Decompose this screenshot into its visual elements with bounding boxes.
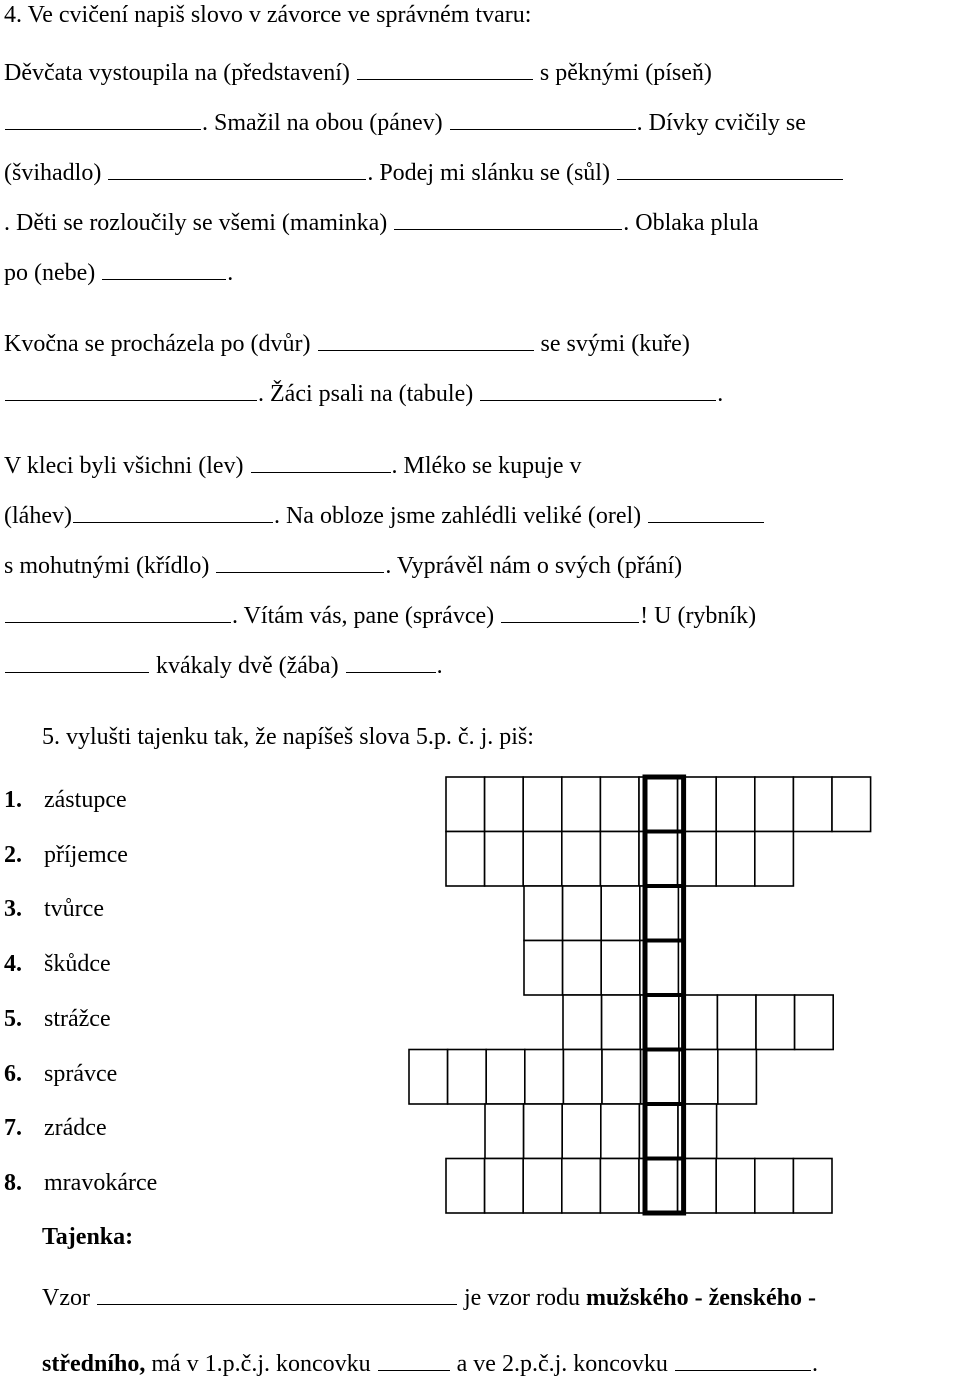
text-fragment: .	[811, 1351, 818, 1377]
text-fragment: . Na obloze jsme zahlédli veliké (orel)	[273, 503, 648, 529]
clue-number: 2.	[4, 841, 22, 868]
crossword-cell[interactable]	[716, 777, 755, 832]
sentence-line-5	[4, 257, 233, 287]
crossword-cell[interactable]	[755, 777, 794, 832]
text-fragment: po (nebe)	[4, 260, 102, 286]
crossword-cell[interactable]	[562, 832, 601, 887]
clue-item	[4, 1059, 117, 1089]
text-fragment: . Žáci psali na (tabule)	[258, 381, 480, 407]
text-fragment: . Podej mi slánku se (sůl)	[367, 160, 616, 186]
text-fragment: . Vítám vás, pane (správce)	[232, 603, 501, 629]
clue-item	[4, 840, 128, 870]
crossword-cell[interactable]	[523, 832, 562, 887]
clue-number: 4.	[4, 951, 22, 978]
crossword-cell[interactable]	[523, 777, 562, 832]
clue-word: mravokárce	[44, 1169, 158, 1196]
answer-blank[interactable]	[480, 378, 716, 401]
crossword-cell[interactable]	[485, 1104, 524, 1159]
clue-word: strážce	[44, 1005, 111, 1032]
crossword-cell[interactable]	[639, 777, 678, 832]
crossword-cell[interactable]	[562, 777, 601, 832]
crossword-cell[interactable]	[448, 1050, 487, 1105]
crossword-cell[interactable]	[601, 941, 640, 996]
text-fragment: a ve 2.p.č.j. koncovku	[456, 1351, 668, 1377]
text-fragment: se svými (kuře)	[534, 331, 690, 357]
crossword-cell[interactable]	[563, 1050, 602, 1105]
text-fragment: ! U (rybník)	[640, 603, 757, 629]
answer-blank[interactable]	[318, 328, 534, 351]
crossword-cell[interactable]	[446, 1159, 485, 1214]
clue-word: příjemce	[44, 841, 128, 868]
crossword-cell[interactable]	[446, 777, 485, 832]
crossword-cell[interactable]	[600, 777, 639, 832]
text-fragment: (švihadlo)	[4, 160, 108, 186]
answer-blank[interactable]	[501, 600, 639, 623]
crossword-cell[interactable]	[793, 777, 832, 832]
crossword-cell[interactable]	[639, 1104, 678, 1159]
clue-number: 1.	[4, 787, 22, 813]
crossword-cell[interactable]	[563, 995, 602, 1050]
crossword-cell[interactable]	[678, 1104, 717, 1159]
crossword-cell[interactable]	[639, 832, 678, 887]
crossword-cell[interactable]	[563, 886, 602, 941]
crossword-cell[interactable]	[755, 832, 794, 887]
answer-blank[interactable]	[251, 450, 391, 473]
sentence-line-8	[4, 450, 582, 480]
crossword-cell[interactable]	[640, 941, 679, 996]
crossword-cell[interactable]	[793, 1159, 832, 1214]
crossword-cell[interactable]	[716, 832, 755, 887]
crossword-cell[interactable]	[640, 995, 679, 1050]
neuter-label: středního,	[42, 1351, 146, 1377]
text-fragment: (láhev)	[4, 503, 72, 529]
answer-blank[interactable]	[450, 107, 636, 130]
vzor-line	[42, 1282, 816, 1312]
crossword-cell[interactable]	[524, 886, 563, 941]
sentence-line-7	[4, 378, 723, 408]
clue-item	[4, 785, 127, 815]
crossword-cell[interactable]	[485, 1159, 524, 1214]
text-fragment: má v 1.p.č.j. koncovku	[151, 1351, 371, 1377]
ending-line	[42, 1348, 818, 1378]
text-fragment: .	[436, 653, 443, 679]
tajenka-label: Tajenka:	[42, 1224, 134, 1250]
answer-blank[interactable]	[5, 600, 231, 623]
sentence-line-1	[4, 57, 712, 87]
answer-blank[interactable]	[5, 378, 257, 401]
text-fragment: s mohutnými (křídlo)	[4, 553, 216, 579]
sentence-line-6	[4, 328, 690, 358]
crossword-cell[interactable]	[832, 777, 871, 832]
crossword-cell[interactable]	[601, 1104, 640, 1159]
crossword-cell[interactable]	[716, 1159, 755, 1214]
clue-item	[4, 1168, 157, 1198]
crossword-cell[interactable]	[409, 1050, 448, 1105]
text-fragment: . Oblaka plula	[623, 210, 759, 236]
text-fragment: . Smažil na obou (pánev)	[202, 110, 449, 136]
crossword-cell[interactable]	[756, 995, 795, 1050]
gender-options: mužského - ženského -	[585, 1285, 816, 1311]
answer-blank[interactable]	[73, 500, 273, 523]
text-fragment: Děvčata vystoupila na (představení)	[4, 60, 356, 86]
clue-item	[4, 1113, 107, 1143]
crossword-cell[interactable]	[523, 1159, 562, 1214]
sentence-line-2	[4, 107, 806, 137]
crossword-cell[interactable]	[601, 886, 640, 941]
clue-number: 7.	[4, 1115, 22, 1142]
text-fragment: V kleci byli všichni (lev)	[4, 453, 250, 479]
clue-item	[4, 949, 111, 979]
crossword-cell[interactable]	[679, 995, 718, 1050]
crossword-cell[interactable]	[602, 1050, 641, 1105]
text-fragment: Vzor	[42, 1285, 90, 1311]
answer-blank[interactable]	[648, 500, 764, 523]
crossword-cell[interactable]	[678, 1159, 717, 1214]
crossword-cell[interactable]	[718, 1050, 757, 1105]
crossword-cell[interactable]	[486, 1050, 525, 1105]
clue-word: zástupce	[44, 787, 127, 813]
clue-number: 8.	[4, 1169, 22, 1196]
vzor-blank[interactable]	[97, 1282, 457, 1305]
crossword-cell[interactable]	[755, 1159, 794, 1214]
crossword-cell[interactable]	[678, 777, 717, 832]
ending-blank-1[interactable]	[378, 1348, 450, 1371]
crossword-cell[interactable]	[717, 995, 756, 1050]
crossword-cell[interactable]	[563, 941, 602, 996]
answer-blank[interactable]	[216, 550, 384, 573]
crossword-cell[interactable]	[639, 1159, 678, 1214]
text-fragment: .	[227, 260, 234, 286]
text-fragment: .	[717, 381, 724, 407]
crossword-cell[interactable]	[600, 832, 639, 887]
ending-blank-2[interactable]	[675, 1348, 811, 1371]
sentence-line-12	[4, 650, 443, 680]
clue-word: tvůrce	[44, 896, 104, 923]
crossword-cell[interactable]	[795, 995, 834, 1050]
text-fragment: . Mléko se kupuje v	[391, 453, 582, 479]
crossword-cell[interactable]	[562, 1159, 601, 1214]
sentence-line-3	[4, 157, 844, 187]
sentence-line-9	[4, 500, 765, 530]
crossword-cell[interactable]	[640, 886, 679, 941]
text-fragment: Kvočna se procházela po (dvůr)	[4, 331, 317, 357]
crossword-cell[interactable]	[602, 995, 641, 1050]
clue-number: 3.	[4, 896, 22, 923]
clue-item	[4, 894, 104, 924]
sentence-line-10	[4, 550, 682, 580]
crossword-cell[interactable]	[600, 1159, 639, 1214]
answer-blank[interactable]	[617, 157, 843, 180]
text-fragment: s pěknými (píseň)	[533, 60, 712, 86]
secret-column	[645, 777, 684, 1213]
crossword-cell[interactable]	[485, 832, 524, 887]
crossword-cell[interactable]	[641, 1050, 680, 1105]
crossword-cell[interactable]	[679, 1050, 718, 1105]
answer-blank[interactable]	[5, 650, 149, 673]
crossword-cell[interactable]	[678, 832, 717, 887]
crossword-cell[interactable]	[524, 941, 563, 996]
text-fragment: je vzor rodu	[463, 1285, 580, 1311]
crossword-cell[interactable]	[525, 1050, 564, 1105]
clue-item	[4, 1004, 111, 1034]
sentence-line-11	[4, 600, 756, 630]
answer-blank[interactable]	[357, 57, 533, 80]
answer-blank[interactable]	[108, 157, 366, 180]
clue-word: správce	[44, 1060, 118, 1087]
text-fragment: kvákaly dvě (žába)	[150, 653, 345, 679]
answer-blank[interactable]	[346, 650, 436, 673]
crossword-cell[interactable]	[446, 832, 485, 887]
sentence-line-4	[4, 207, 759, 237]
task5-heading: 5. vylušti tajenku tak, že napíšeš slova 5.p. č. j. piš:	[42, 724, 534, 750]
answer-blank[interactable]	[102, 257, 226, 280]
clue-number: 6.	[4, 1060, 22, 1087]
text-fragment: . Děti se rozloučily se všemi (maminka)	[4, 210, 394, 236]
text-fragment: . Vyprávěl nám o svých (přání)	[385, 553, 683, 579]
text-fragment: . Dívky cvičily se	[636, 110, 806, 136]
task4-heading: 4. Ve cvičení napiš slovo v závorce ve správném tvaru:	[4, 2, 532, 28]
crossword-cell[interactable]	[485, 777, 524, 832]
answer-blank[interactable]	[394, 207, 622, 230]
clue-number: 5.	[4, 1005, 22, 1032]
crossword-cell[interactable]	[524, 1104, 563, 1159]
clue-word: zrádce	[44, 1115, 107, 1142]
crossword-cell[interactable]	[562, 1104, 601, 1159]
answer-blank[interactable]	[5, 107, 201, 130]
clue-word: škůdce	[44, 951, 111, 978]
